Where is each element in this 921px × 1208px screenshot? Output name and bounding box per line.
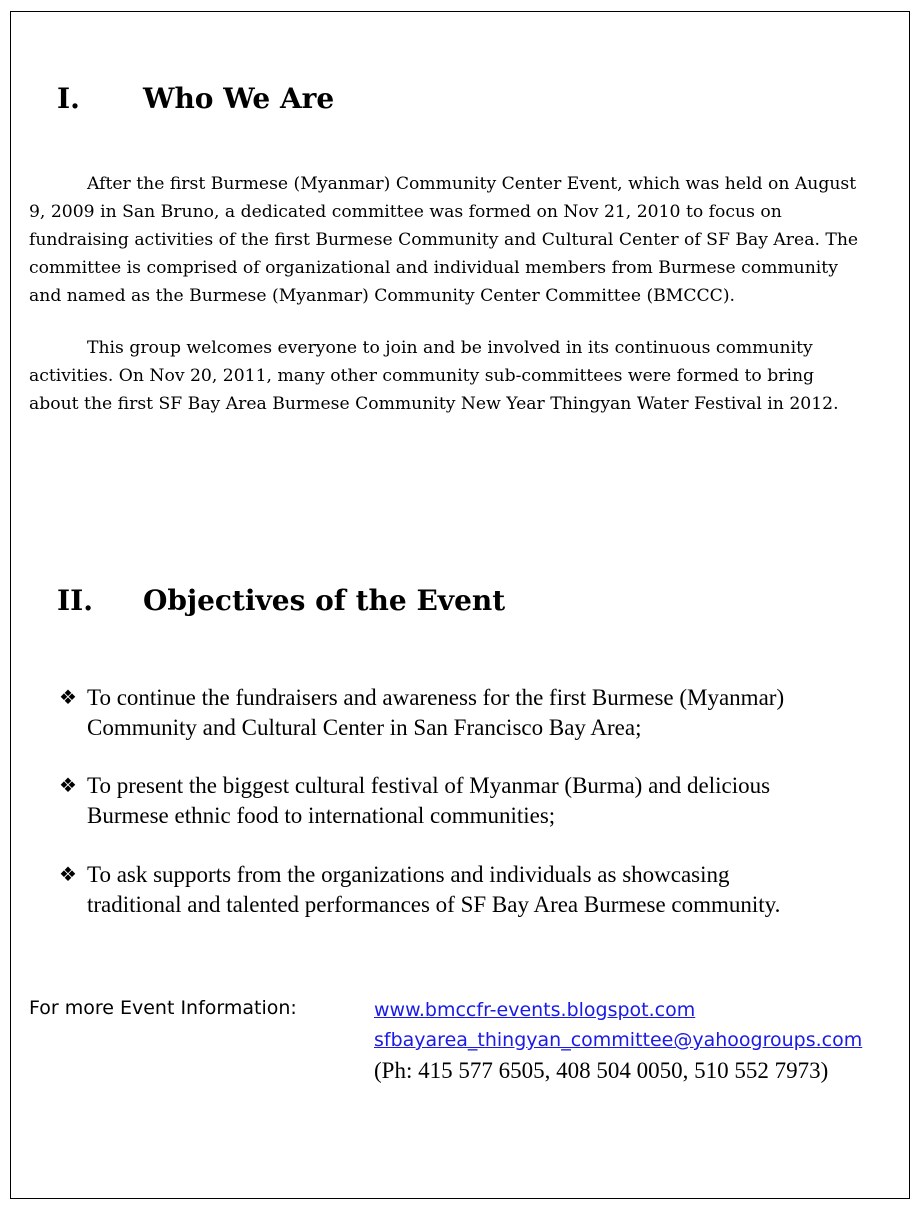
event-info-label: For more Event Information: (29, 997, 297, 1019)
paragraph-line: This group welcomes everyone to join and be involved in its continuous community (87, 338, 813, 358)
paragraph-group (29, 334, 909, 418)
diamond-bullet-icon: ❖ (59, 687, 77, 709)
objective-bullet (59, 860, 899, 920)
section-title: Who We Are (143, 82, 335, 115)
email-link[interactable]: sfbayarea_thingyan_committee@yahoogroups.com (374, 1029, 863, 1051)
section-heading-objectives (57, 584, 657, 624)
paragraph-line: committee is comprised of organizational and individual members from Burmese community (29, 258, 838, 278)
website-link[interactable]: www.bmccfr-events.blogspot.com (374, 999, 696, 1021)
document-page (10, 11, 910, 1199)
bullet-line: To continue the fundraisers and awareness for the first Burmese (Myanmar) (87, 685, 785, 710)
section-title: Objectives of the Event (143, 584, 506, 617)
bullet-line: traditional and talented performances of SF Bay Area Burmese community. (87, 892, 781, 917)
bullet-line: Community and Cultural Center in San Francisco Bay Area; (87, 715, 642, 740)
section-number: II. (57, 584, 93, 617)
paragraph-line: and named as the Burmese (Myanmar) Community Center Committee (BMCCC). (29, 286, 736, 306)
paragraph-line: activities. On Nov 20, 2011, many other community sub-committees were formed to bring (29, 366, 815, 386)
diamond-bullet-icon: ❖ (59, 775, 77, 797)
paragraph-intro (29, 170, 909, 310)
objective-bullet (59, 683, 899, 743)
phone-numbers: (Ph: 415 577 6505, 408 504 0050, 510 552 7973) (374, 1058, 829, 1083)
paragraph-line: about the first SF Bay Area Burmese Community New Year Thingyan Water Festival in 2012. (29, 394, 839, 414)
bullet-line: Burmese ethnic food to international communities; (87, 803, 556, 828)
bullet-line: To ask supports from the organizations and individuals as showcasing (87, 862, 730, 887)
section-heading-who-we-are (57, 82, 557, 122)
bullet-line: To present the biggest cultural festival of Myanmar (Burma) and delicious (87, 773, 771, 798)
paragraph-line: After the first Burmese (Myanmar) Community Center Event, which was held on August (87, 174, 857, 194)
paragraph-line: fundraising activities of the first Burmese Community and Cultural Center of SF Bay Area. The (29, 230, 859, 250)
diamond-bullet-icon: ❖ (59, 864, 77, 886)
section-number: I. (57, 82, 80, 115)
objective-bullet (59, 771, 899, 831)
paragraph-line: 9, 2009 in San Bruno, a dedicated committee was formed on Nov 21, 2010 to focus on (29, 202, 782, 222)
